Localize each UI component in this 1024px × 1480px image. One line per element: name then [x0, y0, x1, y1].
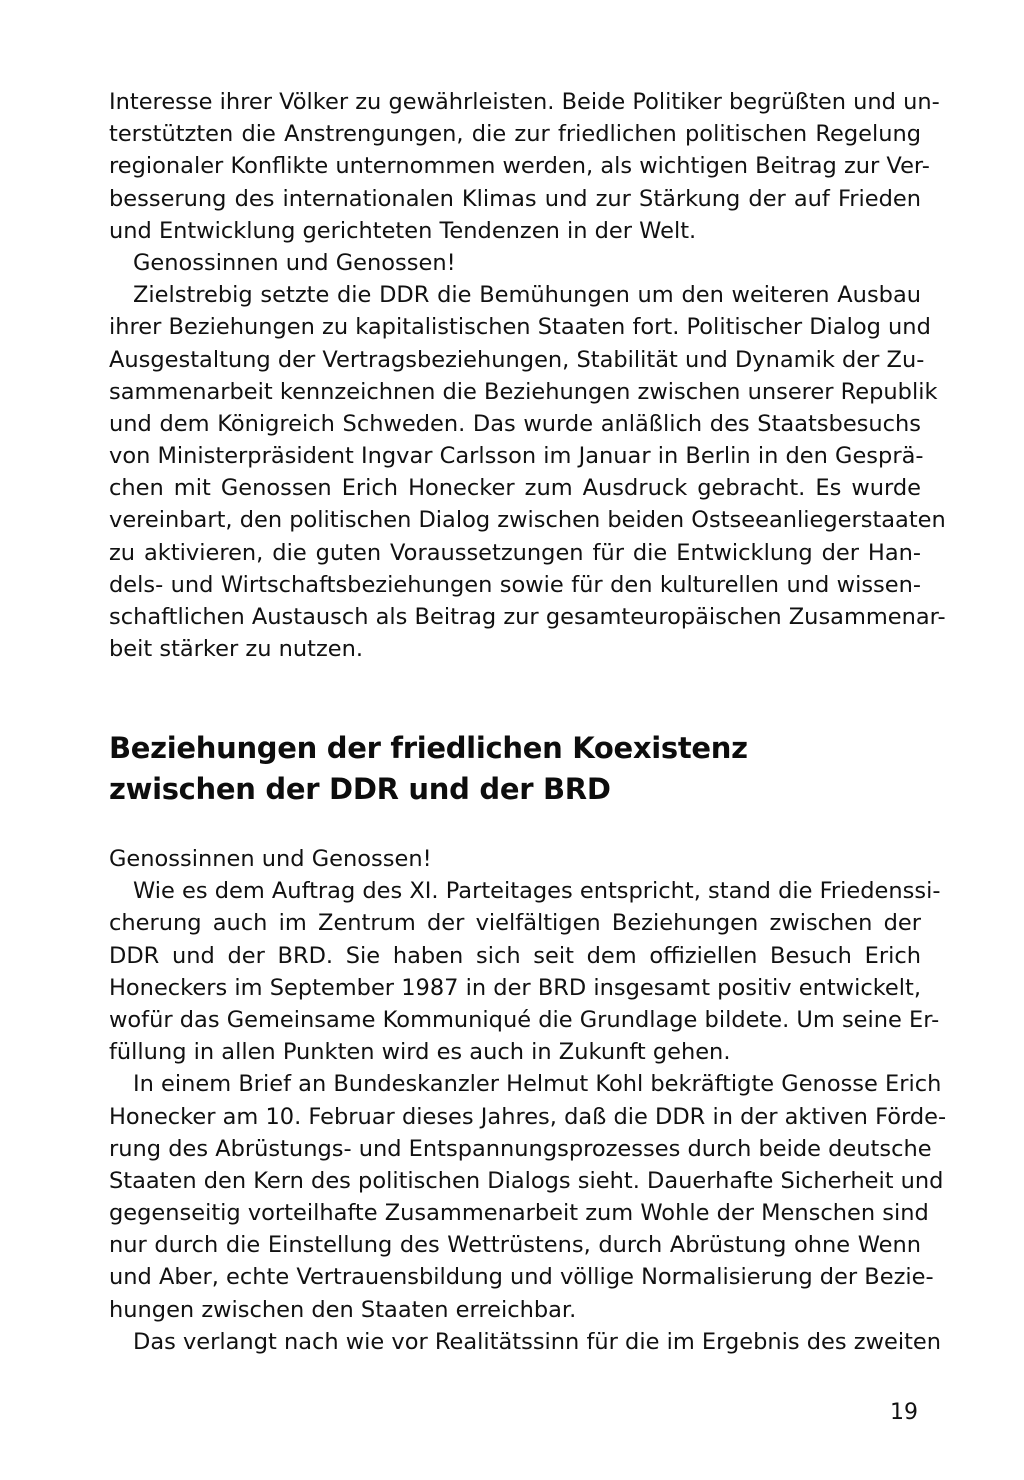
text-line: wofür das Gemeinsame Kommuniqué die Grundlage bildete. Um seine Er-: [109, 1006, 940, 1033]
text-line: Honeckers im September 1987 in der BRD insgesamt positiv entwickelt,: [109, 974, 921, 1001]
text-line: Staaten den Kern des politischen Dialogs sieht. Dauerhafte Sicherheit und: [109, 1167, 944, 1194]
text-line: Interesse ihrer Völker zu gewährleisten. Beide Politiker begrüßten und un-: [109, 89, 940, 115]
text-line: nur durch die Einstellung des Wettrüstens, durch Abrüstung ohne Wenn: [109, 1232, 921, 1259]
text-line: und Entwicklung gerichteten Tendenzen in der Welt.: [109, 217, 697, 244]
text-line: Honecker am 10. Februar dieses Jahres, daß die DDR in der aktiven Förde-: [109, 1103, 947, 1130]
text-line: cherung auch im Zentrum der vielfältigen Beziehungen zwischen der: [109, 910, 921, 937]
text-line: Genossinnen und Genossen!: [109, 846, 432, 872]
section2-body: [109, 843, 947, 1358]
text-line: Genossinnen und Genossen!: [133, 249, 456, 276]
text-line: rung des Abrüstungs- und Entspannungsprozesses durch beide deutsche: [109, 1135, 932, 1162]
text-line: DDR und der BRD. Sie haben sich seit dem offiziellen Besuch Erich: [109, 942, 921, 969]
text-line: In einem Brief an Bundeskanzler Helmut Kohl bekräftigte Genosse Erich: [133, 1071, 942, 1098]
text-line: schaftlichen Austausch als Beitrag zur gesamteuropäischen Zusammenar-: [109, 604, 946, 630]
text-line: Wie es dem Auftrag des XI. Parteitages entspricht, stand die Friedenssi-: [133, 878, 941, 905]
text-line: zu aktivieren, die guten Voraussetzungen für die Entwicklung der Han-: [109, 539, 921, 566]
section-heading: [109, 728, 748, 810]
text-line: dels- und Wirtschaftsbeziehungen sowie für den kulturellen und wissen-: [109, 571, 921, 598]
text-line: füllung in allen Punkten wird es auch in Zukunft gehen.: [109, 1039, 731, 1066]
text-line: von Ministerpräsident Ingvar Carlsson im Januar in Berlin in den Gesprä-: [109, 443, 924, 470]
text-line: terstützten die Anstrengungen, die zur friedlichen politischen Regelung: [109, 121, 921, 148]
heading-line-2: zwischen der DDR und der BRD: [109, 772, 611, 806]
text-line: Das verlangt nach wie vor Realitätssinn für die im Ergebnis des zweiten: [133, 1328, 942, 1355]
text-line: Zielstrebig setzte die DDR die Bemühungen um den weiteren Ausbau: [133, 282, 921, 309]
heading-line-1: Beziehungen der friedlichen Koexistenz: [109, 731, 748, 765]
text-line: regionaler Konflikte unternommen werden, als wichtigen Beitrag zur Ver-: [109, 153, 930, 180]
text-line: hungen zwischen den Staaten erreichbar.: [109, 1296, 577, 1323]
text-line: ihrer Beziehungen zu kapitalistischen Staaten fort. Politischer Dialog und: [109, 314, 931, 341]
text-line: Ausgestaltung der Vertragsbeziehungen, Stabilität und Dynamik der Zu-: [109, 346, 925, 373]
text-line: und Aber, echte Vertrauensbildung und völlige Normalisierung der Bezie-: [109, 1264, 934, 1291]
text-line: sammenarbeit kennzeichnen die Beziehungen zwischen unserer Republik: [109, 378, 938, 405]
text-line: besserung des internationalen Klimas und zur Stärkung der auf Frieden: [109, 185, 921, 212]
text-line: gegenseitig vorteilhafte Zusammenarbeit zum Wohle der Menschen sind: [109, 1200, 929, 1227]
text-line: chen mit Genossen Erich Honecker zum Ausdruck gebracht. Es wurde: [109, 475, 921, 502]
section1-body: [109, 86, 946, 665]
text-line: und dem Königreich Schweden. Das wurde anläßlich des Staatsbesuchs: [109, 410, 921, 437]
text-line: vereinbart, den politischen Dialog zwischen beiden Ostseeanliegerstaaten: [109, 507, 946, 534]
page-number: 19: [890, 1400, 918, 1425]
text-line: beit stärker zu nutzen.: [109, 636, 364, 663]
